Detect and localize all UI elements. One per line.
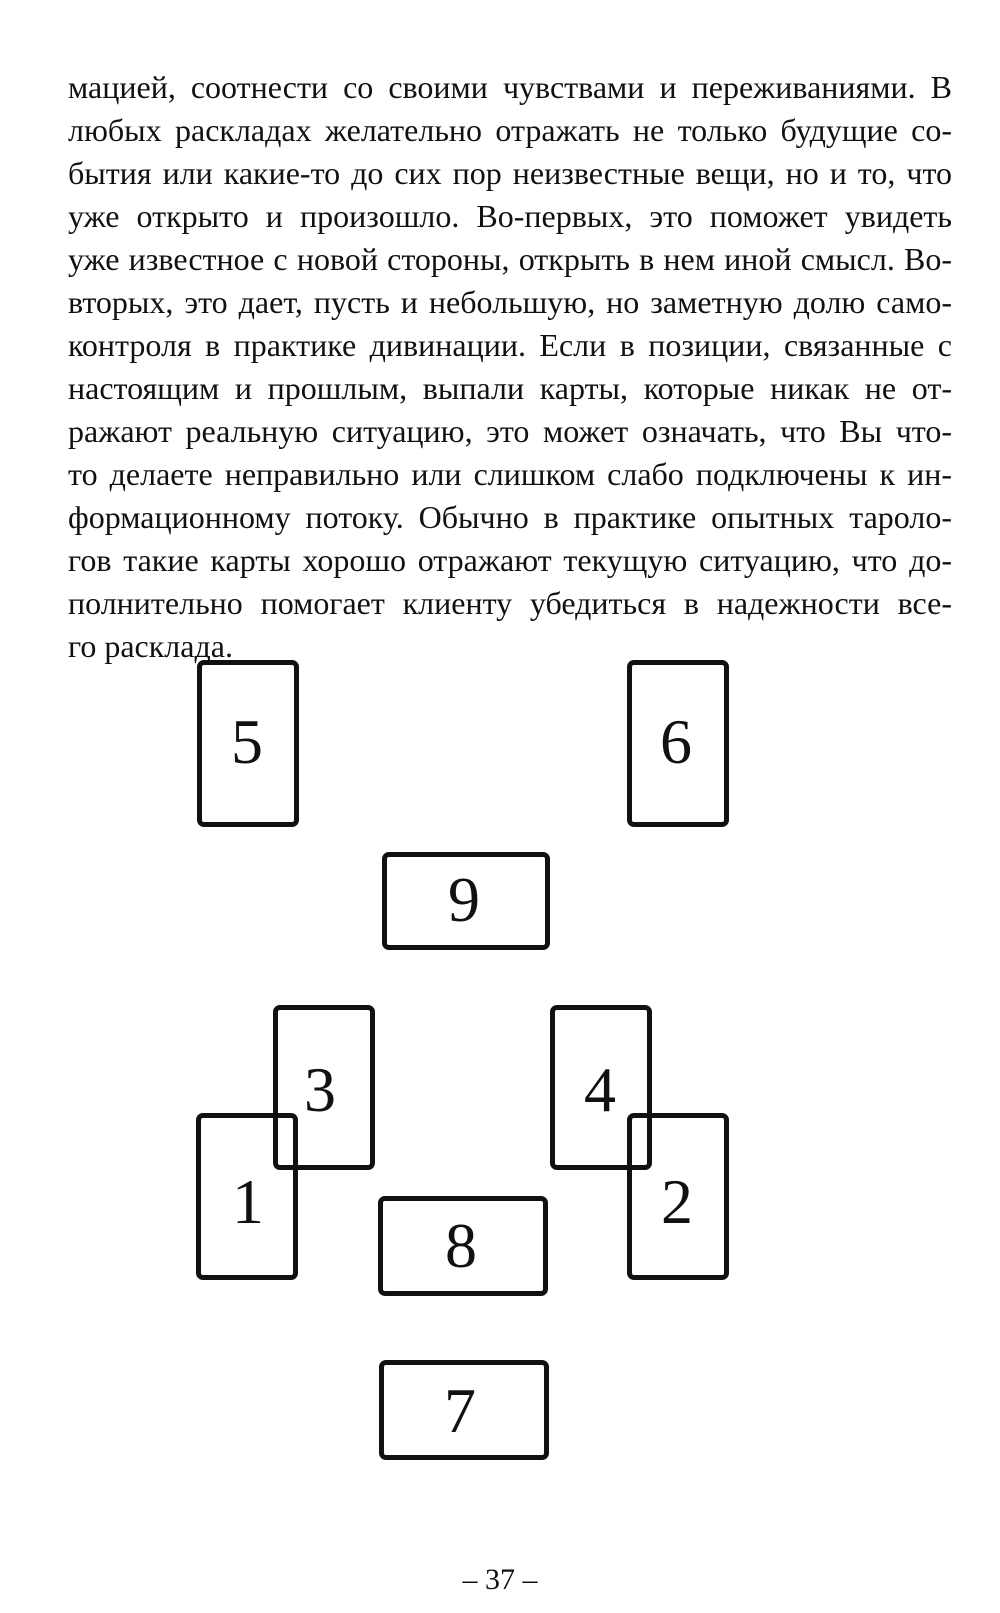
text-line: настоящим и прошлым, выпали карты, которые никак не от- <box>68 370 952 406</box>
text-line: бытия или какие-то до сих пор неизвестные вещи, но и то, что <box>68 155 952 191</box>
text-line: формационному потоку. Обычно в практике опытных тароло- <box>68 499 952 535</box>
text-line: вторых, это дает, пусть и небольшую, но заметную долю само- <box>68 284 952 320</box>
text-line: полнительно помогает клиенту убедиться в надежности все- <box>68 585 952 621</box>
card-6-number: 6 <box>660 706 692 777</box>
card-3-number: 3 <box>304 1054 336 1125</box>
text-line: контроля в практике дивинации. Если в позиции, связанные с <box>68 327 952 363</box>
page-number: – 37 – <box>462 1563 538 1596</box>
card-1-number: 1 <box>232 1166 264 1237</box>
text-line: любых раскладах желательно отражать не только будущие со- <box>68 112 952 148</box>
card-8-number: 8 <box>445 1210 477 1281</box>
card-2-number: 2 <box>661 1166 693 1237</box>
text-line: уже известное с новой стороны, открыть в нем иной смысл. Во- <box>68 241 952 277</box>
card-9-number: 9 <box>448 864 480 935</box>
body-text <box>68 66 952 668</box>
text-line: гов такие карты хорошо отражают текущую ситуацию, что до- <box>68 542 952 578</box>
text-line: мацией, соотнести со своими чувствами и переживаниями. В <box>68 69 952 105</box>
text-line: уже открыто и произошло. Во-первых, это поможет увидеть <box>68 198 952 234</box>
text-line: ражают реальную ситуацию, это может означать, что Вы что- <box>68 413 952 449</box>
card-5-number: 5 <box>231 706 263 777</box>
card-7-number: 7 <box>444 1375 476 1446</box>
card-4-number: 4 <box>584 1054 616 1125</box>
text-line: го расклада. <box>68 628 233 664</box>
text-line: то делаете неправильно или слишком слабо подключены к ин- <box>68 456 952 492</box>
